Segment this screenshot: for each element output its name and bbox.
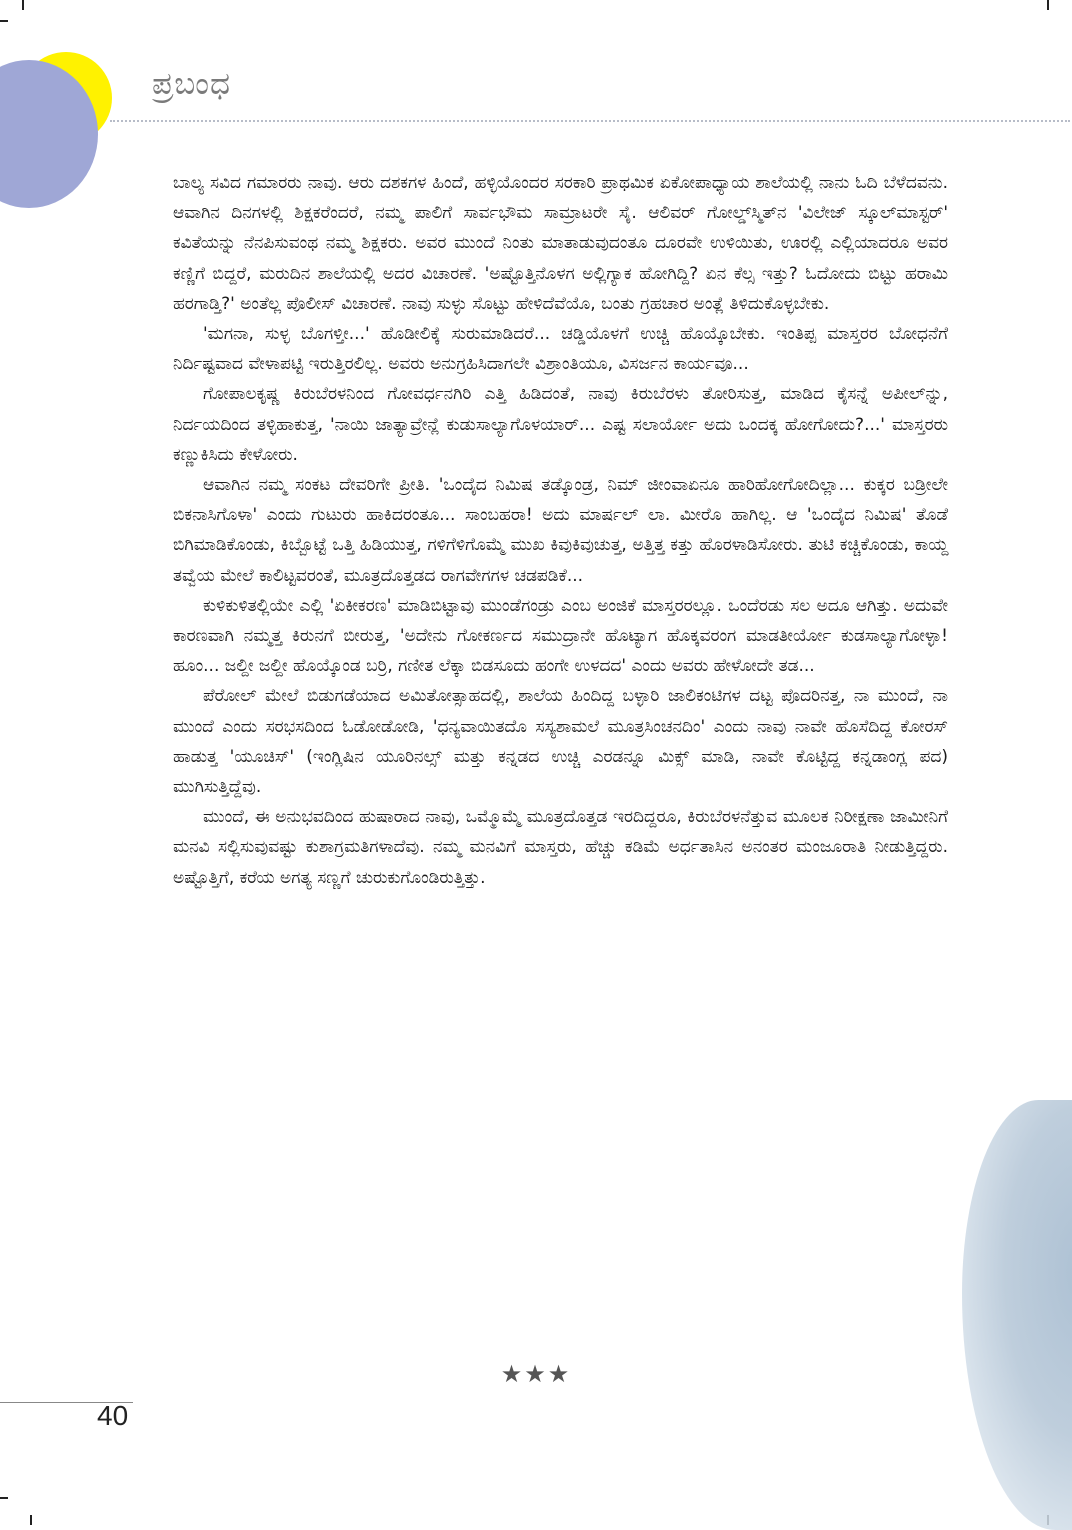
header-dotted-rule bbox=[110, 120, 1070, 122]
crop-mark-left-upper bbox=[0, 20, 8, 22]
crop-mark-top-left bbox=[22, 0, 24, 10]
essay-body bbox=[173, 168, 948, 893]
section-end-stars: ★★★ bbox=[500, 1360, 572, 1388]
section-title: ಪ್ರಬಂಧ bbox=[152, 66, 231, 102]
paragraph: ಕುಳಿಕುಳಿತಲ್ಲಿಯೇ ಎಲ್ಲಿ 'ಏಕೀಕರಣ' ಮಾಡಿಬಿಟ್ಟಾವು ಮುಂಡೆಗಂಡ್ರು ಎಂಬ ಅಂಜಿಕೆ ಮಾಸ್ತರರಲ್ಲೂ. ಒಂದೆರಡು ಸಲ ಅದೂ ಆಗಿತ್ತು. ಅದುವೇ ಕಾರಣವಾಗಿ ನಮ್ಮತ್ತ ಕಿರುನಗೆ ಬೀರುತ್ತ, 'ಅದೇನು ಗೋಕರ್ಣದ ಸಮುದ್ರಾನೇ ಹೊಟ್ಯಾಗ ಹೊಕ್ಕವರಂಗ ಮಾಡತೀರ್ಯೋ ಕುಡಸಾಲ್ಯಾಗೋಳ್ಳಾ! ಹೂಂ... ಜಲ್ದೀ ಜಲ್ದೀ ಹೊಯ್ಕೊಂಡ ಬರ್ರಿ, ಗಣೀತ ಲೆಕ್ಕಾ ಬಿಡಸೂದು ಹಂಗೇ ಉಳದದ' ಎಂದು ಅವರು ಹೇಳೋದೇ ತಡ... bbox=[173, 595, 948, 677]
paragraph: ಮುಂದೆ, ಈ ಅನುಭವದಿಂದ ಹುಷಾರಾದ ನಾವು, ಒಮ್ಮೊಮ್ಮೆ ಮೂತ್ರದೊತ್ತಡ ಇರದಿದ್ದರೂ, ಕಿರುಬೆರಳನೆತ್ತುವ ಮೂಲಕ ನಿರೀಕ್ಷಣಾ ಜಾಮೀನಿಗೆ ಮನವಿ ಸಲ್ಲಿಸುವುವಷ್ಟು ಕುಶಾಗ್ರಮತಿಗಳಾದೆವು. ನಮ್ಮ ಮನವಿಗೆ ಮಾಸ್ತರು, ಹೆಚ್ಚು ಕಡಿಮೆ ಅರ್ಧತಾಸಿನ ಅನಂತರ ಮಂಜೂರಾತಿ ನೀಡುತ್ತಿದ್ದರು. ಅಷ್ಟೊತ್ತಿಗೆ, ಕರೆಯ ಅಗತ್ಯ ಸಣ್ಣಗೆ ಚುರುಕುಗೊಂಡಿರುತ್ತಿತ್ತು. bbox=[173, 807, 948, 888]
paragraph: ಆವಾಗಿನ ನಮ್ಮ ಸಂಕಟ ದೇವರಿಗೇ ಪ್ರೀತಿ. 'ಒಂದೈದ ನಿಮಿಷ ತಡ್ಕೊಂಡ್ರ, ನಿಮ್ ಜೀಂವಾಏನೂ ಹಾರಿಹೋಗೋದಿಲ್ಲಾ... ಕುಕ್ಕರ ಬಡ್ರೀಲೇ ಬಿಕನಾಸಿಗೊಳಾ' ಎಂದು ಗುಟುರು ಹಾಕಿದರಂತೂ... ಸಾಂಬಹರಾ! ಅದು ಮಾರ್ಷಲ್ ಲಾ. ಮೀರೊ ಹಾಗಿಲ್ಲ. ಆ 'ಒಂದೈದ ನಿಮಿಷ' ತೊಡೆ ಬಿಗಿಮಾಡಿಕೊಂಡು, ಕಿಬ್ಬೊಟ್ಟೆ ಒತ್ತಿ ಹಿಡಿಯುತ್ತ, ಗಳಿಗೆಳಿಗೊಮ್ಮೆ ಮುಖ ಕಿವುಕಿವುಚುತ್ತ, ಅತ್ತಿತ್ತ ಕತ್ತು ಹೊರಳಾಡಿಸೋರು. ತುಟಿ ಕಚ್ಚಿಕೊಂಡು, ಕಾಯ್ದ ತವ್ವೆಯ ಮೇಲೆ ಕಾಲಿಟ್ಟವರಂತೆ, ಮೂತ್ರದೊತ್ತಡದ ರಾಗವೇಗಗಳ ಚಡಪಡಿಕೆ... bbox=[173, 475, 948, 586]
decorative-paint-splash bbox=[962, 1100, 1072, 1530]
page-number: 40 bbox=[97, 1400, 129, 1431]
paragraph: ಪೆರೋಲ್ ಮೇಲೆ ಬಿಡುಗಡೆಯಾದ ಅಮಿತೋತ್ಸಾಹದಲ್ಲಿ, ಶಾಲೆಯ ಹಿಂದಿದ್ದ ಬಳ್ಳಾರಿ ಜಾಲಿಕಂಟಿಗಳ ದಟ್ಟ ಪೊದರಿನತ್ತ, ನಾ ಮುಂದೆ, ನಾ ಮುಂದೆ ಎಂದು ಸರಭಸದಿಂದ ಓಡೋಡೋಡಿ, 'ಧನ್ಯವಾಯಿತದೊ ಸಸ್ಯಶಾಮಲೆ ಮೂತ್ರಸಿಂಚನದಿಂ' ಎಂದು ನಾವು ನಾವೇ ಹೊಸೆದಿದ್ದ ಕೋರಸ್ ಹಾಡುತ್ತ 'ಯೂಚಿಸ್' (ಇಂಗ್ಲಿಷಿನ ಯೂರಿನಲ್ಸ್ ಮತ್ತು ಕನ್ನಡದ ಉಚ್ಚಿ ಎರಡನ್ನೂ ಮಿಕ್ಸ್ ಮಾಡಿ, ನಾವೇ ಕೊಟ್ಟಿದ್ದ ಕನ್ನಡಾಂಗ್ಲ ಪದ) ಮುಗಿಸುತ್ತಿದ್ದೆವು. bbox=[173, 686, 948, 798]
paragraph: ಬಾಲ್ಯ ಸವಿದ ಗಮಾರರು ನಾವು. ಆರು ದಶಕಗಳ ಹಿಂದೆ, ಹಳ್ಳಿಯೊಂದರ ಸರಕಾರಿ ಪ್ರಾಥಮಿಕ ಏಕೋಪಾಧ್ಯಾಯ ಶಾಲೆಯಲ್ಲಿ ನಾನು ಓದಿ ಬೆಳೆದವನು. ಆವಾಗಿನ ದಿನಗಳಲ್ಲಿ ಶಿಕ್ಷಕರೆಂದರೆ, ನಮ್ಮ ಪಾಲಿಗೆ ಸಾರ್ವಭೌಮ ಸಾಮ್ರಾಟರೇ ಸೈ. ಆಲಿವರ್ ಗೋಲ್ಡ್‌ಸ್ಮಿತ್‌ನ 'ವಿಲೇಜ್ ಸ್ಕೂಲ್‌ಮಾಸ್ಟರ್' ಕವಿತೆಯನ್ನು ನೆನಪಿಸುವಂಥ ನಮ್ಮ ಶಿಕ್ಷಕರು. ಅವರ ಮುಂದೆ ನಿಂತು ಮಾತಾಡುವುದಂತೂ ದೂರವೇ ಉಳಿಯಿತು, ಊರಲ್ಲಿ ಎಲ್ಲಿಯಾದರೂ ಅವರ ಕಣ್ಣಿಗೆ ಬಿದ್ದರೆ, ಮರುದಿನ ಶಾಲೆಯಲ್ಲಿ ಅದರ ವಿಚಾರಣೆ. 'ಅಷ್ಟೊತ್ತಿನೊಳಗ ಅಲ್ಲಿಗ್ಯಾಕ ಹೋಗಿದ್ದಿ? ಏನ ಕೆಲ್ಸ ಇತ್ತು? ಓದೋದು ಬಿಟ್ಟು ಹರಾಮಿ ಹರಗಾಡ್ತಿ?' ಅಂತೆಲ್ಲ ಪೊಲೀಸ್ ವಿಚಾರಣೆ. ನಾವು ಸುಳ್ಳು ಸೊಟ್ಟು ಹೇಳಿದೆವೆಯೊ, ಬಂತು ಗ್ರಹಚಾರ ಅಂತ್ಲೆ ತಿಳಿದುಕೊಳ್ಳಬೇಕು. bbox=[173, 173, 948, 314]
crop-mark-bottom-left bbox=[30, 1515, 32, 1525]
crop-mark-left-lower bbox=[0, 1497, 8, 1499]
crop-mark-top-right bbox=[1047, 0, 1049, 10]
paragraph: ಗೋಪಾಲಕೃಷ್ಣ ಕಿರುಬೆರಳನಿಂದ ಗೋವರ್ಧನಗಿರಿ ಎತ್ತಿ ಹಿಡಿದಂತೆ, ನಾವು ಕಿರುಬೆರಳು ತೋರಿಸುತ್ತ, ಮಾಡಿದ ಕೈಸನ್ನೆ ಅಪೀಲ್‌ನ್ನು, ನಿರ್ದಯದಿಂದ ತಳ್ಳಿಹಾಕುತ್ತ, 'ನಾಯಿ ಜಾತ್ಯಾವ್ರೇನ್ಲೆ ಕುಡುಸಾಲ್ಯಾಗೊಳಯಾರ್... ಎಷ್ಟ ಸಲಾರ್ಯೋ ಅದು ಒಂದಕ್ಕ ಹೋಗೋದು?...' ಮಾಸ್ತರರು ಕಣ್ಣುಕಿಸಿದು ಕೇಳೋರು. bbox=[173, 384, 948, 465]
paragraph: 'ಮಗನಾ, ಸುಳ್ಳ ಬೊಗಳ್ತೀ...' ಹೊಡೀಲಿಕ್ಕೆ ಸುರುಮಾಡಿದರೆ... ಚಡ್ಡಿಯೊಳಗೆ ಉಚ್ಚಿ ಹೊಯ್ಕೊಬೇಕು. ಇಂತಿಪ್ಪ ಮಾಸ್ತರರ ಬೋಧನೆಗೆ ನಿರ್ದಿಷ್ಟವಾದ ವೇಳಾಪಟ್ಟಿ ಇರುತ್ತಿರಲಿಲ್ಲ. ಅವರು ಅನುಗ್ರಹಿಸಿದಾಗಲೇ ವಿಶ್ರಾಂತಿಯೂ, ವಿಸರ್ಜನ ಕಾರ್ಯವೂ... bbox=[173, 324, 948, 375]
